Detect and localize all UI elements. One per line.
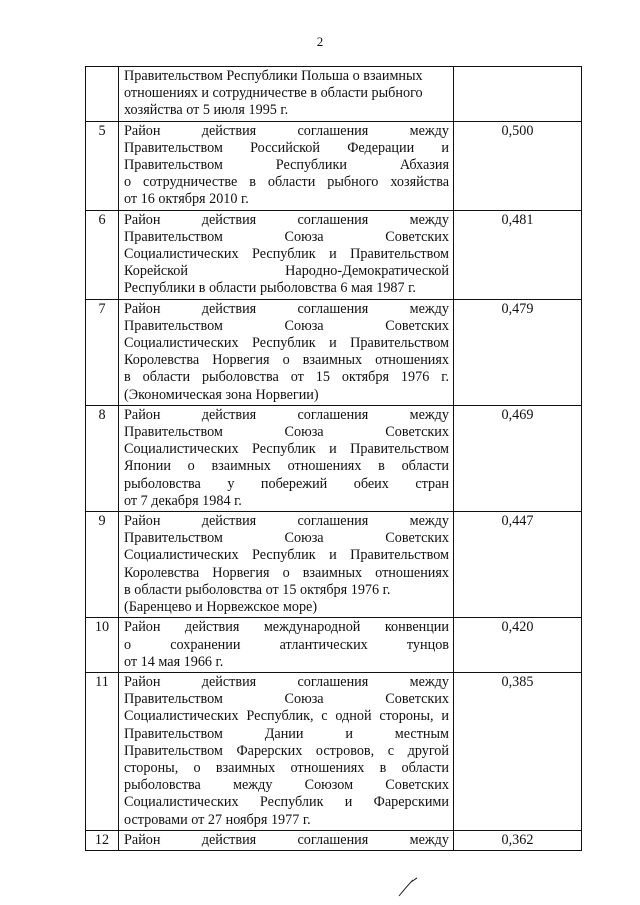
- description-line: Правительством Союза Советских: [124, 530, 449, 547]
- table-body: [86, 67, 582, 851]
- zone-description: [119, 405, 454, 511]
- table-row: [86, 618, 582, 673]
- row-number: 5: [86, 121, 119, 210]
- description-line: в области рыболовства от 15 октября 1976 г.: [124, 369, 449, 386]
- table-row: [86, 512, 582, 618]
- zone-description: [119, 67, 454, 122]
- description-line: о сохранении атлантических тунцов: [124, 636, 449, 653]
- coefficient-value: 0,420: [454, 618, 582, 673]
- description-line: Социалистических Республик и Правительством: [124, 246, 449, 263]
- row-number: 8: [86, 405, 119, 511]
- description-line: (Баренцево и Норвежское море): [124, 599, 318, 616]
- signature-mark: [396, 876, 420, 900]
- description-line: о сотрудничестве в области рыбного хозяйства: [124, 174, 449, 191]
- table-row: [86, 121, 582, 210]
- description-line: Район действия соглашения между: [124, 513, 449, 530]
- row-number: 12: [86, 830, 119, 850]
- description-line: от 16 октября 2010 г.: [124, 191, 249, 208]
- description-line: Королевства Норвегия о взаимных отношениях: [124, 564, 449, 581]
- description-line: Королевства Норвегия о взаимных отношениях: [124, 352, 449, 369]
- description-line: стороны, о взаимных отношениях в области: [124, 759, 449, 776]
- zone-description: [119, 830, 454, 850]
- description-line: отношениях и сотрудничестве в области рыбного: [124, 85, 423, 102]
- description-line: Правительством Союза Советских: [124, 317, 449, 334]
- description-line: хозяйства от 5 июля 1995 г.: [124, 102, 289, 119]
- table-row: [86, 67, 582, 122]
- description-line: Социалистических Республик и Фарерскими: [124, 794, 449, 811]
- table-row: [86, 210, 582, 299]
- description-line: рыболовства у побережий обеих стран: [124, 475, 449, 492]
- row-number: 9: [86, 512, 119, 618]
- description-line: островами от 27 ноября 1977 г.: [124, 811, 311, 828]
- coefficient-value: 0,500: [454, 121, 582, 210]
- row-number: 7: [86, 299, 119, 405]
- description-line: Район действия соглашения между: [124, 406, 449, 423]
- zone-description: [119, 672, 454, 830]
- page-number: 2: [316, 34, 324, 49]
- coefficient-value: 0,469: [454, 405, 582, 511]
- description-line: Район действия соглашения между: [124, 211, 449, 228]
- row-number: 6: [86, 210, 119, 299]
- description-line: Социалистических Республик и Правительством: [124, 547, 449, 564]
- description-line: Правительством Республики Абхазия: [124, 157, 449, 174]
- description-line: Район действия международной конвенции: [124, 619, 449, 636]
- description-line: Район действия соглашения между: [124, 673, 449, 690]
- fishing-zones-table: [85, 66, 582, 851]
- description-line: Правительством Республики Польша о взаимных: [124, 68, 423, 84]
- description-line: Район действия соглашения между: [124, 831, 449, 848]
- coefficient-value: 0,447: [454, 512, 582, 618]
- table-row: [86, 672, 582, 830]
- zone-description: [119, 512, 454, 618]
- description-line: Район действия соглашения между: [124, 122, 449, 139]
- zone-description: [119, 121, 454, 210]
- zone-description: [119, 210, 454, 299]
- description-line: от 7 декабря 1984 г.: [124, 492, 242, 509]
- coefficient-value: 0,362: [454, 830, 582, 850]
- description-line: Корейской Народно-Демократической: [124, 263, 449, 280]
- zone-description: [119, 618, 454, 673]
- table-row: [86, 299, 582, 405]
- description-line: (Экономическая зона Норвегии): [124, 386, 319, 403]
- coefficient-value: 0,479: [454, 299, 582, 405]
- coefficient-value: 0,481: [454, 210, 582, 299]
- description-line: Район действия соглашения между: [124, 300, 449, 317]
- description-line: Японии о взаимных отношениях в области: [124, 458, 449, 475]
- zone-description: [119, 299, 454, 405]
- table-row: [86, 405, 582, 511]
- coefficient-value: [454, 67, 582, 122]
- row-number: [86, 67, 119, 122]
- coefficient-value: 0,385: [454, 672, 582, 830]
- description-line: от 14 мая 1966 г.: [124, 653, 224, 670]
- description-line: Республики в области рыболовства 6 мая 1987 г.: [124, 280, 416, 297]
- description-line: рыболовства между Союзом Советских: [124, 777, 449, 794]
- description-line: Правительством Дании и местным: [124, 725, 449, 742]
- description-line: в области рыболовства от 15 октября 1976 г.: [124, 581, 391, 598]
- description-line: Правительством Союза Советских: [124, 691, 449, 708]
- description-line: Правительством Союза Советских: [124, 424, 449, 441]
- description-line: Социалистических Республик и Правительством: [124, 335, 449, 352]
- row-number: 11: [86, 672, 119, 830]
- description-line: Социалистических Республик, с одной стороны, и: [124, 708, 449, 725]
- row-number: 10: [86, 618, 119, 673]
- description-line: Социалистических Республик и Правительством: [124, 441, 449, 458]
- description-line: Правительством Фарерских островов, с другой: [124, 742, 449, 759]
- description-line: Правительством Российской Федерации и: [124, 139, 449, 156]
- description-line: Правительством Союза Советских: [124, 228, 449, 245]
- table-row: [86, 830, 582, 850]
